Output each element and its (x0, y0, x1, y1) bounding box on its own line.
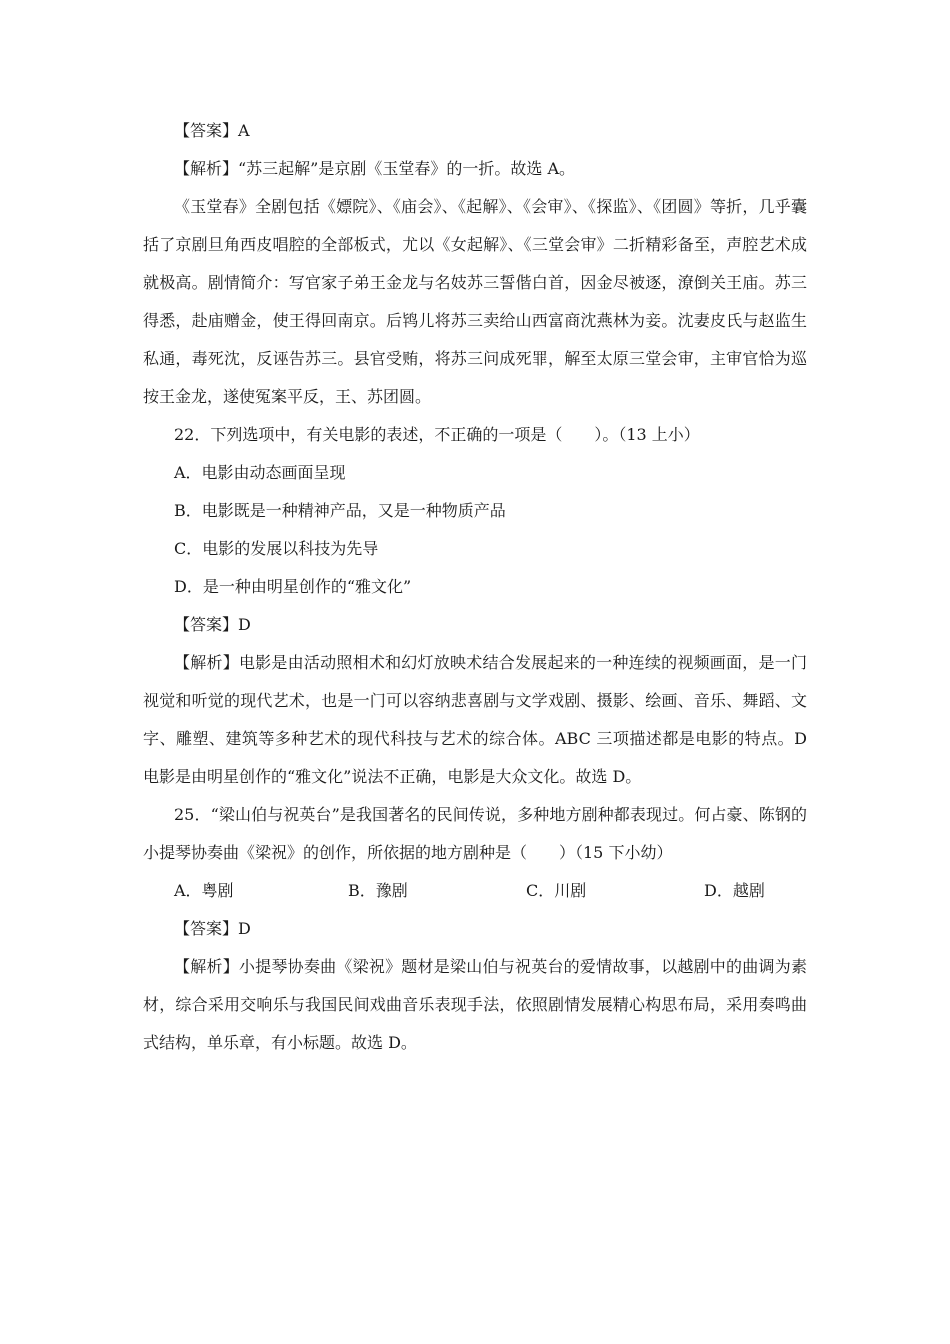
q22-option-d: D．是一种由明星创作的“雅文化” (174, 577, 412, 596)
q21-analysis: 【解析】“苏三起解”是京剧《玉堂春》的一折。故选 A。 (174, 159, 576, 178)
q21-detail: 《玉堂春》全剧包括《嫖院》、《庙会》、《起解》、《会审》、《探监》、《团圆》等折，几乎囊括了京剧旦角西皮唱腔的全部板式，尤以《女起解》、《三堂会审》二折精彩备至，声腔艺术成就极高。剧情简介：写官家子弟王金龙与名妓苏三誓偕白首，因金尽被逐，潦倒关王庙。苏三得悉，赴庙赠金，使王得回南京。后鸨儿将苏三卖给山西富商沈燕林为妾。沈妻皮氏与赵监生私通，毒死沈，反诬告苏三。县官受贿，将苏三问成死罪，解至太原三堂会审，主审官恰为巡按王金龙，遂使冤案平反，王、苏团圆。 (143, 197, 807, 406)
q25-option-a: A．粤剧 (174, 881, 234, 900)
document-content (143, 112, 807, 1062)
q22-answer: 【答案】D (174, 615, 251, 634)
q25-options (143, 872, 807, 910)
q22-question: 22．下列选项中，有关电影的表述，不正确的一项是（ ）。（13 上小） (174, 425, 700, 444)
q22-option-c: C．电影的发展以科技为先导 (174, 539, 379, 558)
q25-option-d: D．越剧 (704, 881, 765, 900)
q22-option-a: A．电影由动态画面呈现 (174, 463, 346, 482)
q25-answer: 【答案】D (174, 919, 251, 938)
q25-analysis: 【解析】小提琴协奏曲《梁祝》题材是梁山伯与祝英台的爱情故事，以越剧中的曲调为素材，综合采用交响乐与我国民间戏曲音乐表现手法，依照剧情发展精心构思布局，采用奏鸣曲式结构，单乐章，有小标题。故选 D。 (143, 957, 807, 1052)
q21-answer: 【答案】A (174, 121, 250, 140)
q25-option-b: B．豫剧 (348, 881, 408, 900)
q22-option-b: B．电影既是一种精神产品，又是一种物质产品 (174, 501, 506, 520)
q22-analysis: 【解析】电影是由活动照相术和幻灯放映术结合发展起来的一种连续的视频画面，是一门视觉和听觉的现代艺术，也是一门可以容纳悲喜剧与文学戏剧、摄影、绘画、音乐、舞蹈、文字、雕塑、建筑等多种艺术的现代科技与艺术的综合体。ABC 三项描述都是电影的特点。D 电影是由明星创作的“雅文化”说法不正确，电影是大众文化。故选 D。 (143, 653, 807, 786)
q25-option-c: C．川剧 (526, 881, 587, 900)
q25-question: 25．“梁山伯与祝英台”是我国著名的民间传说，多种地方剧种都表现过。何占豪、陈钢的小提琴协奏曲《梁祝》的创作，所依据的地方剧种是（ ）（15 下小幼） (143, 805, 807, 862)
